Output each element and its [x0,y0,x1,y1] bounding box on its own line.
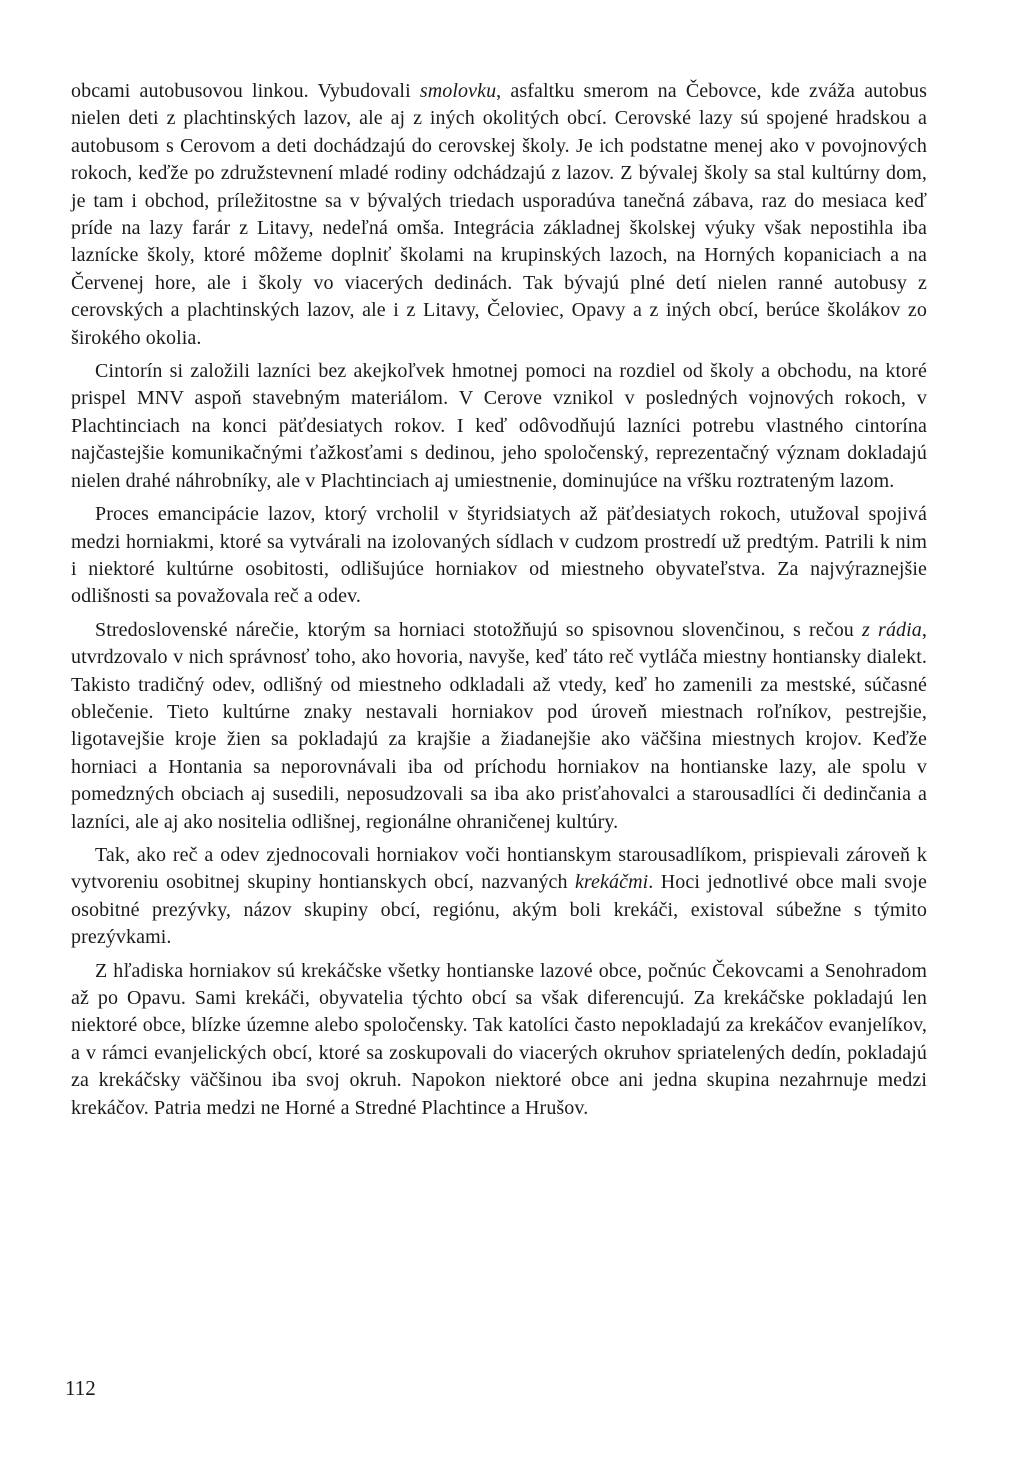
text-run: Z hľadiska horniakov sú krekáčske všetky hontianske lazové obce, počnúc Čekovcami a Senohradom až po Opavu. Sami krekáči, obyvatelia týchto obcí sa však diferencujú. Za krekáčske pokladajú len niektoré obce, blízke územne alebo spoločensky. Tak katolíci často nepokladajú za krekáčov evanjelíkov, a v rámci evanjelických obcí, ktoré sa zoskupovali do viacerých okruhov spriatelených dedín, pokladajú za krekáčsky väčšinou iba svoj okruh. Napokon niektoré obce ani jedna skupina nezahrnuje medzi krekáčov. Patria medzi ne Horné a Stredné Plachtince a Hrušov. [71,959,927,1119]
text-run: Proces emancipácie lazov, ktorý vrcholil v štyridsiatych až päťdesiatych rokoch, utužoval spojivá medzi horniakmi, ktoré sa vytvárali na izolovaných sídlach v cudzom prostredí už predtým. Patrili k nim i niektoré kultúrne osobitosti, odlišujúce horniakov od miestneho obyvateľstva. Za najvýraznejšie odlišnosti sa považovala reč a odev. [71,503,927,608]
text-run: , asfaltku smerom na Čebovce, kde zváža autobus nielen deti z plachtinských lazov, ale aj z iných okolitých obcí. Cerovské lazy sú spojené hradskou a autobusom s Cerovom a deti dochádzajú do cerovskej školy. Je ich podstatne menej ako v povojnových rokoch, keďže po združstevnení mladé rodiny odchádzajú z lazov. Z bývalej školy sa stal kultúrny dom, je tam i obchod, príležitostne sa v bývalých triedach usporadúva tanečná zábava, raz do mesiaca keď príde na lazy farár z Litavy, nedeľná omša. Integrácia základnej školskej výuky však nepostihla iba laznícke školy, ktoré môžeme doplniť školami na krupinských lazoch, na Horných kopaniciach a na Červenej hore, ale i školy vo viacerých dedinách. Tak bývajú plné detí nielen ranné autobusy z cerovských a plachtinských lazov, ale i z Litavy, Čeloviec, Opavy a z iných obcí, berúce školákov zo širokého okolia. [71,80,927,349]
text-run: obcami autobusovou linkou. Vybudovali [71,80,420,102]
page-number: 112 [65,1376,96,1400]
italic-term: krekáčmi [574,871,649,894]
text-run: Tak, ako reč a odev zjednocovali horniakov voči hontianskym starousadlíkom, prispievali zároveň k vytvoreniu osobitnej skupiny hontianskych obcí, nazvaných [71,843,927,894]
paragraph-p1 [71,78,927,352]
paragraph-p3 [71,501,927,611]
text-run: Stredoslovenské nárečie, ktorým sa horniaci stotožňujú so spisovnou slovenčinou, s rečou [95,618,863,641]
paragraph-p5 [71,842,927,952]
italic-term: smolovku [419,80,497,102]
paragraph-p2 [71,358,927,495]
text-run: , utvrdzovalo v nich správnosť toho, ako hovoria, navyše, keď táto reč vytláča miestny hontiansky dialekt. Takisto tradičný odev, odlišný od miestneho odkladali až vtedy, keď ho zamenili za mestské, súčasné oblečenie. Tieto kultúrne znaky nestavali horniakov pod úroveň miestnach roľníkov, pestrejšie, ligotavejšie kroje žien sa pokladajú za krajšie a žiadanejšie ako väčšina miestnych krojov. Keďže horniaci a Hontania sa neporovnávali iba od príchodu horniakov na hontianske lazy, ale spolu v pomedzných obciach aj susedili, neposudzovali sa iba ako prisťahovalci a starousadlíci či dedinčania a lazníci, ale aj ako nositelia odlišnej, regionálne ohraničenej kultúry. [71,618,928,833]
text-run: . Hoci jednotlivé obce mali svoje osobitné prezývky, názov skupiny obcí, regiónu, akým boli krekáči, existoval súbežne s týmito prezývkami. [71,871,927,949]
text-run: Cintorín si založili lazníci bez akejkoľvek hmotnej pomoci na rozdiel od školy a obchodu, na ktoré prispel MNV aspoň stavebným materiálom. V Cerove vznikol v posledných vojnových rokoch, v Plachtinciach na konci päťdesiatych rokov. I keď odôvodňujú lazníci potrebu vlastného cintorína najčastejšie komunikačnými ťažkosťami s dedinou, jeho spoločenský, reprezentačný význam dokladajú nielen drahé náhrobníky, ale v Plachtinciach aj umiestnenie, dominujúce na vŕšku roztrateným lazom. [71,360,927,492]
page-body [71,78,927,1128]
italic-term: z rádia [862,618,922,641]
paragraph-p6 [71,958,927,1122]
paragraph-p4 [71,617,927,836]
